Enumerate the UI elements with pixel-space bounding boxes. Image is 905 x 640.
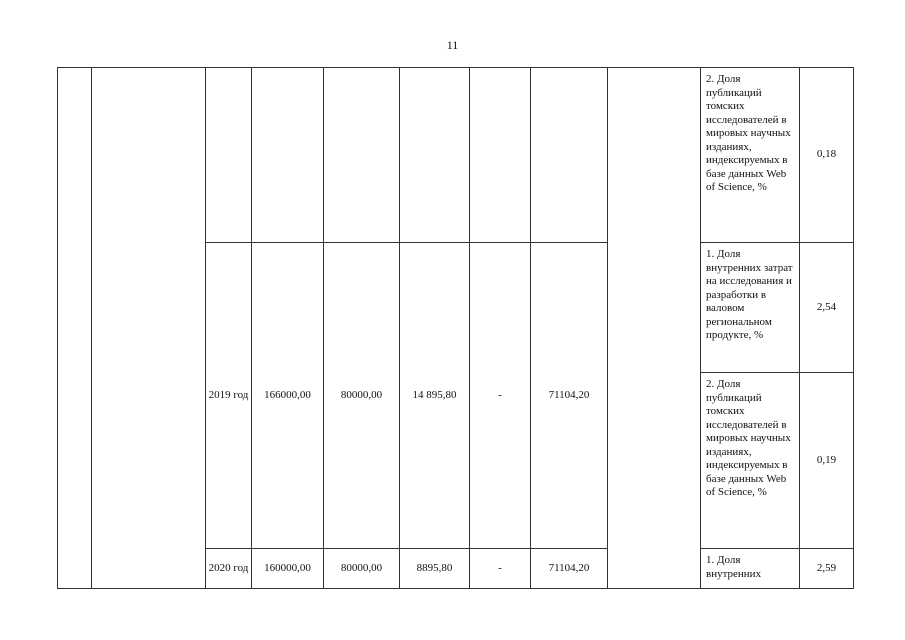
amount-cell: 8895,80 [400,549,470,589]
year-cell: 2019 год [206,243,252,549]
indicator-value: 0,19 [800,373,854,549]
page-number: 11 [446,38,459,52]
indicator-value: 2,54 [800,243,854,373]
year-cell: 2020 год [206,549,252,589]
empty-cell [252,68,324,243]
empty-cell [470,68,531,243]
empty-cell [324,68,400,243]
amount-cell: 71104,20 [531,549,608,589]
amount-cell: 80000,00 [324,549,400,589]
empty-cell [92,68,206,589]
indicator-cell: 1. Доля внутренних [701,549,800,589]
total-cell: 166000,00 [252,243,324,549]
empty-cell [58,68,92,589]
indicator-cell: 2. Доля публикаций томских исследователей в мировых научных изданиях, индексируемых в базе данных Web of Science, % [701,68,800,243]
empty-cell [400,68,470,243]
indicator-cell: 2. Доля публикаций томских исследователей в мировых научных изданиях, индексируемых в базе данных Web of Science, % [701,373,800,549]
amount-cell: - [470,243,531,549]
amount-cell: 71104,20 [531,243,608,549]
empty-cell [608,68,701,589]
indicator-value: 0,18 [800,68,854,243]
indicator-cell: 1. Доля внутренних затрат на исследования и разработки в валовом региональном продукте, % [701,243,800,373]
budget-table [57,67,854,589]
indicator-value: 2,59 [800,549,854,589]
table-row [58,68,854,243]
amount-cell: 14 895,80 [400,243,470,549]
total-cell: 160000,00 [252,549,324,589]
empty-cell [531,68,608,243]
empty-cell [206,68,252,243]
amount-cell: - [470,549,531,589]
amount-cell: 80000,00 [324,243,400,549]
